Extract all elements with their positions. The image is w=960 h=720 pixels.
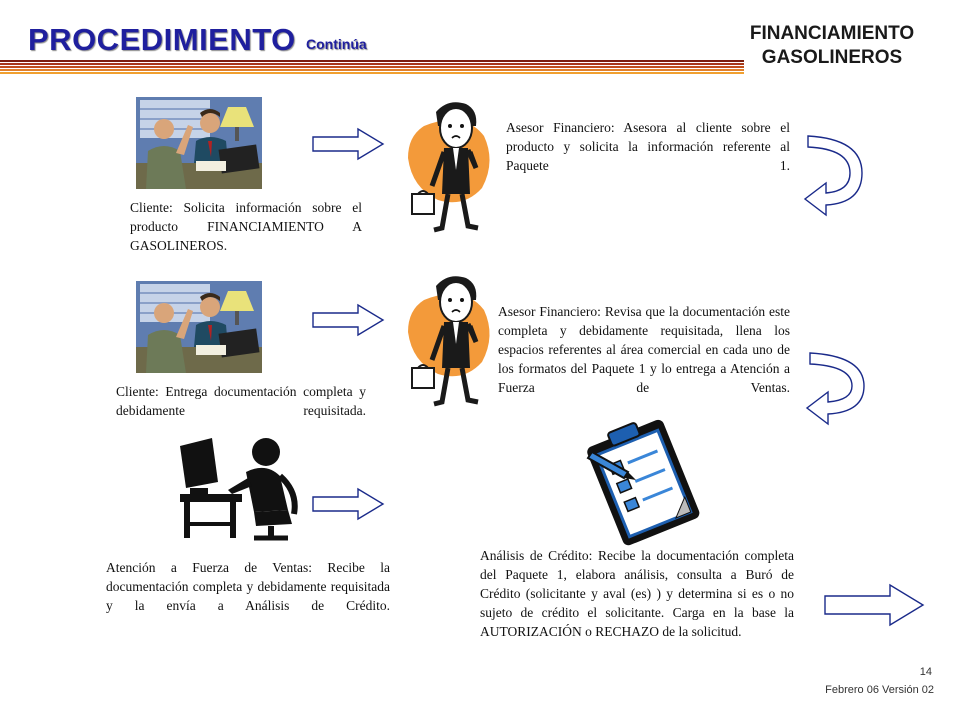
computer-user-icon — [176, 432, 302, 542]
step-6-text: Análisis de Crédito: Recibe la documentación completa del Paquete 1, elabora análisis, consulta a Buró de Crédito (solicitante y aval (es) ) y determina si es o no sujeto de crédito el solicitante. Carga en la base la AUTORIZACIÓN o RECHAZO de la solicitud. — [480, 548, 794, 639]
step-5-text: Atención a Fuerza de Ventas: Recibe la documentación completa y debidamente requisitada y la envía a Análisis de Crédito. — [106, 560, 390, 613]
right-arrow-icon — [312, 128, 384, 160]
checklist-clipboard-icon — [578, 412, 706, 546]
section-title-line1: FINANCIAMIENTO — [749, 23, 915, 44]
u-turn-arrow-icon — [804, 133, 866, 217]
section-title-line2: GASOLINEROS — [761, 47, 903, 68]
meeting-clipart-icon — [136, 97, 262, 189]
right-arrow-icon — [824, 584, 924, 626]
page-subtitle: Continúa — [306, 36, 367, 52]
step-1-text: Cliente: Solicita información sobre el producto FINANCIAMIENTO A GASOLINEROS. — [130, 200, 362, 253]
right-arrow-icon — [312, 488, 384, 520]
version-label: Febrero 06 Versión 02 — [825, 684, 934, 696]
businessman-icon — [404, 96, 496, 234]
meeting-clipart-icon — [136, 281, 262, 373]
step-2-text: Asesor Financiero: Asesora al cliente sobre el producto y solicita la información referente al Paquete 1. — [506, 120, 790, 173]
page-number: 14 — [919, 666, 932, 678]
page-title: PROCEDIMIENTO — [28, 22, 296, 57]
u-turn-arrow-icon — [806, 350, 868, 426]
step-3-text: Cliente: Entrega documentación completa y debidamente requisitada. — [116, 384, 366, 418]
section-title — [722, 22, 942, 70]
right-arrow-icon — [312, 304, 384, 336]
businessman-icon — [404, 270, 496, 408]
step-4-text: Asesor Financiero: Revisa que la documentación este completa y debidamente requisitada, llena los espacios referentes al área comercial en cada uno de los formatos del Paquete 1 y lo entrega a Atención a Fuerza de Ventas. — [498, 304, 790, 395]
